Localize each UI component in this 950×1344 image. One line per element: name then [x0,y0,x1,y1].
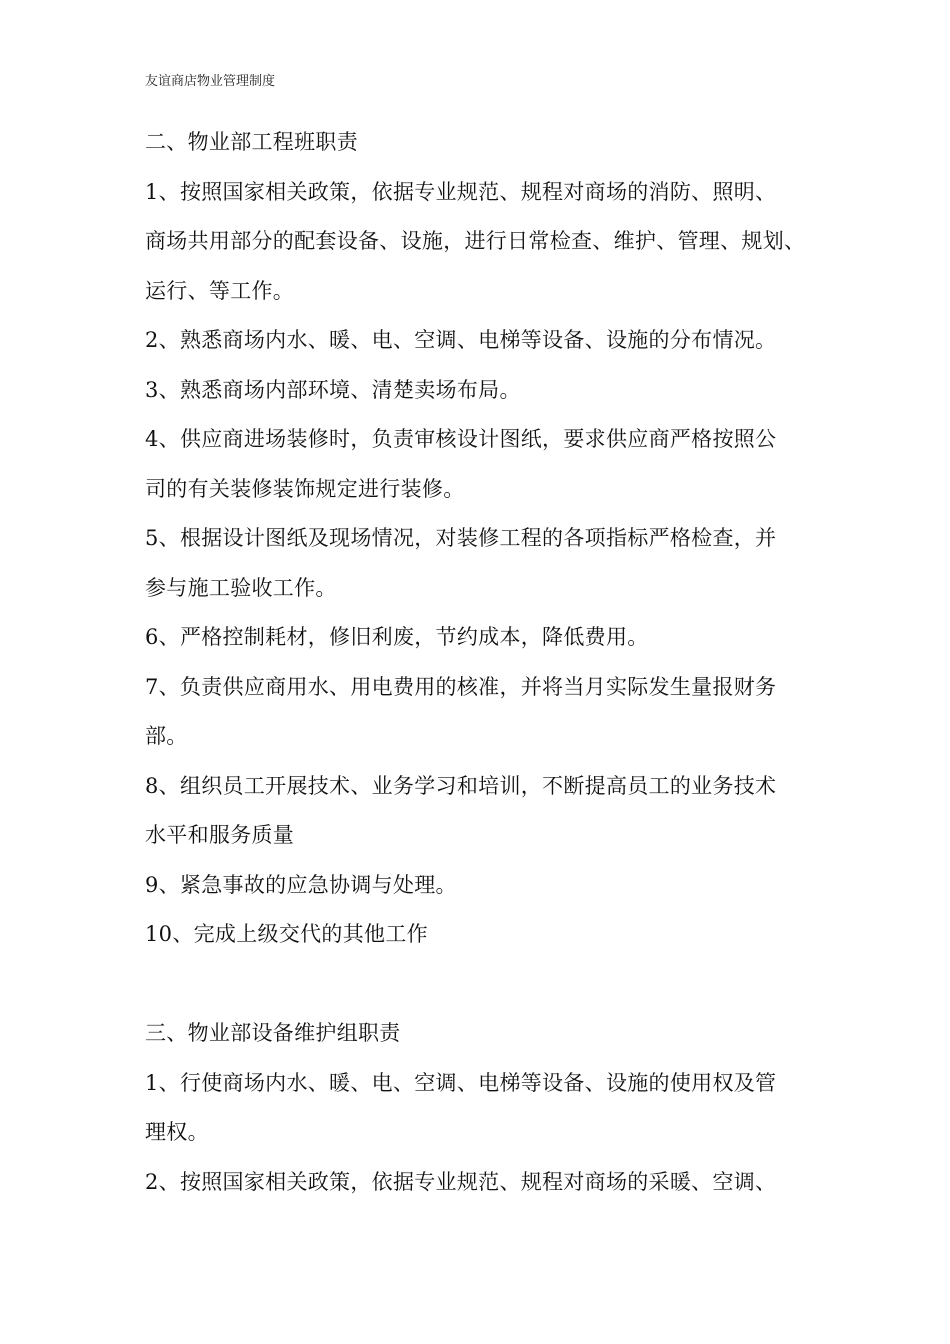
section-heading-maintenance: 三、物业部设备维护组职责 [145,1021,401,1045]
text-line: 商场共用部分的配套设备、设施，进行日常检查、维护、管理、规划、 [145,229,806,253]
text-line: 6、严格控制耗材，修旧利废，节约成本，降低费用。 [145,625,649,649]
text-line: 8、组织员工开展技术、业务学习和培训，不断提高员工的业务技术 [145,773,777,798]
text-line: 3、熟悉商场内部环境、清楚卖场布局。 [145,377,521,402]
section-spacer [145,960,815,1010]
text-line: 2、按照国家相关政策，依据专业规范、规程对商场的采暖、空调、 [145,1169,777,1194]
text-line: 5、根据设计图纸及现场情况，对装修工程的各项指标严格检查，并 [145,526,777,550]
text-line: 理权。 [145,1120,209,1144]
text-line: 司的有关装修装饰规定进行装修。 [145,476,465,501]
text-line: 2、熟悉商场内水、暖、电、空调、电梯等设备、设施的分布情况。 [145,328,777,352]
text-line: 部。 [145,724,188,748]
text-line: 9、紧急事故的应急协调与处理。 [145,872,457,897]
page-header: 友谊商店物业管理制度 [145,74,276,89]
text-line: 1、行使商场内水、暖、电、空调、电梯等设备、设施的使用权及管 [145,1070,777,1095]
text-line: 1、按照国家相关政策，依据专业规范、规程对商场的消防、照明、 [145,179,777,204]
text-line: 参与施工验收工作。 [145,575,337,600]
text-line: 7、负责供应商用水、用电费用的核准，并将当月实际发生量报财务 [145,674,777,699]
text-line: 运行、等工作。 [145,278,295,303]
text-line: 10、完成上级交代的其他工作 [145,922,428,946]
text-line: 4、供应商进场装修时，负责审核设计图纸，要求供应商严格按照公 [145,427,777,451]
document-body [145,118,815,1207]
section-heading-engineering: 二、物业部工程班职责 [145,130,358,154]
text-line: 水平和服务质量 [145,823,295,847]
